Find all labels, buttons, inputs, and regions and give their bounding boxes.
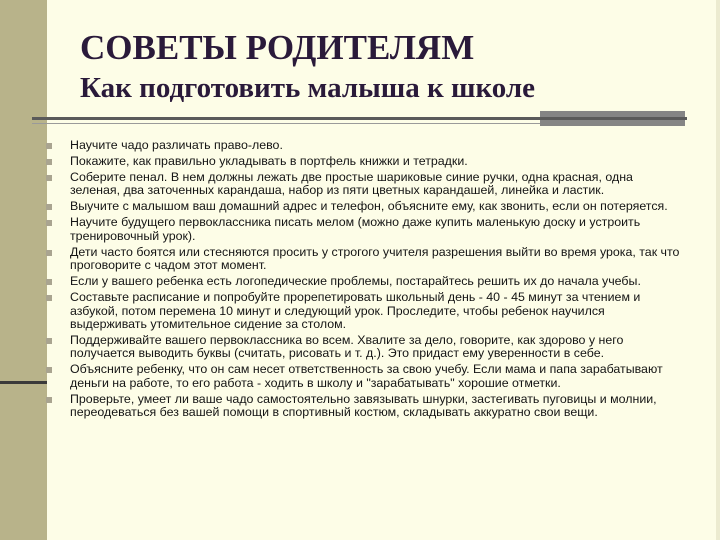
square-bullet-icon: [46, 367, 52, 373]
tip-text: Покажите, как правильно укладывать в портфель книжки и тетрадки.: [70, 154, 468, 168]
left-decorative-band: [0, 0, 47, 540]
square-bullet-icon: [46, 279, 52, 285]
list-item: [46, 139, 682, 152]
right-edge-strip: [716, 0, 720, 540]
tip-text: Научите будущего первоклассника писать мелом (можно даже купить маленькую доску и устроить тренировочный урок).: [70, 215, 641, 243]
title-rule-thin: [32, 123, 540, 124]
tips-list: [46, 139, 682, 422]
tip-text: Объясните ребенку, что он сам несет ответственность за свою учебу. Если мама и папа зарабатывают деньги на работе, то его работа - ходить в школу и "зарабатывать" хорошие отметки.: [70, 362, 663, 390]
square-bullet-icon: [46, 220, 52, 226]
tip-text: Если у вашего ребенка есть логопедические проблемы, постарайтесь решить их до начала учебы.: [70, 274, 641, 289]
title-heading: СОВЕТЫ РОДИТЕЛЯМ: [80, 28, 475, 67]
square-bullet-icon: [46, 143, 52, 149]
list-item: [46, 200, 682, 213]
square-bullet-icon: [46, 204, 52, 210]
square-bullet-icon: [46, 338, 52, 344]
slide-title: [80, 28, 700, 106]
side-accent-line: [0, 381, 47, 384]
tip-text: Научите чадо различать право-лево.: [70, 138, 283, 152]
square-bullet-icon: [46, 159, 52, 165]
list-item: [46, 216, 682, 243]
list-item: [46, 246, 682, 273]
list-item: [46, 171, 682, 198]
tip-text: Проверьте, умеет ли ваше чадо самостоятельно завязывать шнурки, застегивать пуговицы и молнии, переодеваться без вашей помощи в спортивный костюм, складывать аккуратно свои вещи.: [70, 391, 657, 420]
tip-text: Соберите пенал. В нем должны лежать две простые шариковые синие ручки, одна красная, одна зеленая, два заточенных карандаша, набор из пяти цветных карандашей, линейка и ластик.: [70, 170, 633, 198]
tip-text: Выучите с малышом ваш домашний адрес и телефон, объясните ему, как звонить, если он потеряется.: [70, 199, 668, 214]
list-item: [46, 363, 682, 390]
list-item: [46, 155, 682, 168]
title-rule: [32, 117, 687, 120]
square-bullet-icon: [46, 397, 52, 403]
square-bullet-icon: [46, 250, 52, 256]
tip-text: Поддерживайте вашего первоклассника во всем. Хвалите за дело, говорите, как здорово у него получается выводить буквы (считать, рисовать и т. д.). Это придаст ему уверенности в себе.: [70, 333, 624, 361]
list-item: [46, 393, 682, 420]
list-item: [46, 275, 682, 288]
title-subheading: Как подготовить малыша к школе: [80, 72, 536, 104]
square-bullet-icon: [46, 295, 52, 301]
list-item: [46, 334, 682, 361]
list-item: [46, 291, 682, 331]
tip-text: Дети часто боятся или стесняются просить у строгого учителя разрешения выйти во время урока, так что проговорите с чадом этот момент.: [70, 244, 680, 273]
tip-text: Составьте расписание и попробуйте прорепетировать школьный день - 40 - 45 минут за чтением и азбукой, потом перемена 10 минут и следующий урок. Проследите, чтобы ребенок научился выдерживать утомительное сидение за столом.: [70, 290, 641, 332]
square-bullet-icon: [46, 175, 52, 181]
